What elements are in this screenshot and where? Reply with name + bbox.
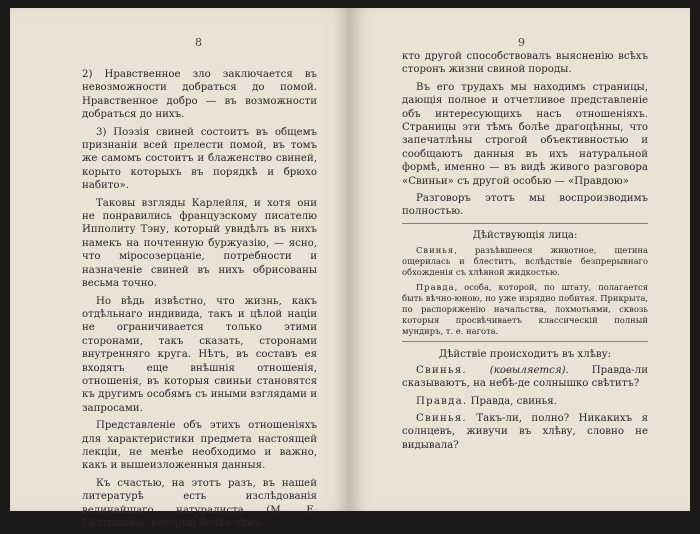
character-description: , особа, которой, по штату, полагается быть вѣчно-юною, но уже изрядно побитая. Прикрыта, по распоряженію начальства, лохмотьями, сквозь которыя просвѣчиваетъ классическій полный мундиръ, т. е. нагота. <box>402 282 648 337</box>
page-number: 9 <box>518 36 525 49</box>
dialogue-text: Правда, свинья. <box>467 395 557 407</box>
right-page <box>350 8 690 511</box>
character-name: Свинья <box>416 245 455 256</box>
character-entry <box>402 245 648 278</box>
paragraph: Представленіе объ этихъ отношеніяхъ для характеристики предмета настоящей лекціи, не менѣе необходимо и важно, какъ и вышеизложенныя данныя. <box>82 420 317 472</box>
character-entry <box>402 282 648 337</box>
stage-direction: (ковыляется). <box>489 364 569 376</box>
dialogue-text: Правда-ли сказываютъ, на небѣ-де солнышко свѣтитъ? <box>402 364 648 390</box>
speaker: Свинья. <box>416 412 467 424</box>
paragraph: 3) Поэзія свиней состоитъ въ общемъ признаніи всей прелести помой, въ томъ же самомъ состоитъ и блаженство свиней, корыто которыхъ въ порядкѣ и брюхо набито». <box>82 126 317 192</box>
dialogue-text: Такъ-ли, полно? Никакихъ я солнцевъ, живучи въ хлѣву, словно не видывала? <box>402 412 648 451</box>
scene-heading: Дѣйствіе происходитъ въ хлѣву: <box>438 349 612 361</box>
divider <box>402 223 648 224</box>
continuation-text: кто другой способствовалъ выясненію всѣхъ сторонъ жизни свиной породы. <box>402 51 648 76</box>
right-text-column <box>402 50 648 456</box>
left-text-column <box>82 68 317 534</box>
speaker: Свинья. <box>416 364 467 376</box>
dramatis-personae-header: Дѣйствующія лица: <box>472 229 578 241</box>
paragraph: Къ счастью, на этотъ разъ, въ нашей литературѣ есть изслѣдованія величайшаго натуралиста (М. Е. Салтыкова), который болѣе чѣмъ <box>82 477 317 529</box>
paragraph: Въ его трудахъ мы находимъ страницы, дающія полное и отчетливое представленіе объ интересующихъ насъ отношеніяхъ. Страницы эти тѣмъ болѣе драгоцѣнны, что запечатлѣны строгой объективностью и сообщаютъ данныя въ ихъ натуральной формѣ, именно — въ видѣ живого разговора «Свиньи» съ другой особью — «Правдою» <box>402 81 648 187</box>
paragraph: 2) Нравственное зло заключается въ невозможности добраться до помой. Нравственное добро — въ возможности добраться до нихъ. <box>82 69 317 121</box>
open-book <box>10 8 690 529</box>
paragraph: Разговоръ этотъ мы воспроизводимъ полностью. <box>402 193 648 218</box>
speaker: Правда. <box>416 395 468 407</box>
dialogue-line <box>402 395 648 408</box>
character-description: , разъѣвшееся животное, щетина ощерилась и блеститъ, вслѣдствіе безпрерывнаго обхожденія съ хлѣвной жидкостью. <box>402 245 648 278</box>
dialogue-line <box>402 412 648 452</box>
paragraph: Но вѣдь извѣстно, что жизнь, какъ отдѣльнаго индивида, такъ и цѣлой націи не ограничивается только этими сторонами, такъ сказать, сторонами внутренняго круга. Нѣтъ, въ составъ ея входятъ еще внѣшнія отношенія, отношенія, въ которыя свиньи становятся къ другимъ особямъ съ иными взглядами и запросами. <box>82 295 317 414</box>
left-page <box>10 8 350 529</box>
page-number: 8 <box>195 36 202 49</box>
character-name: Правда <box>416 282 455 293</box>
dialogue-line <box>402 364 648 391</box>
paragraph: Таковы взгляды Карлейля, и хотя они не понравились французскому писателю Ипполиту Тэну, который увидѣлъ въ нихъ намекъ на почтенную буржуазію, — ясно, что міросозерцаніе, потребности и назначеніе свиней въ нихъ обрисованы весьма точно. <box>82 197 317 290</box>
divider <box>402 341 648 342</box>
